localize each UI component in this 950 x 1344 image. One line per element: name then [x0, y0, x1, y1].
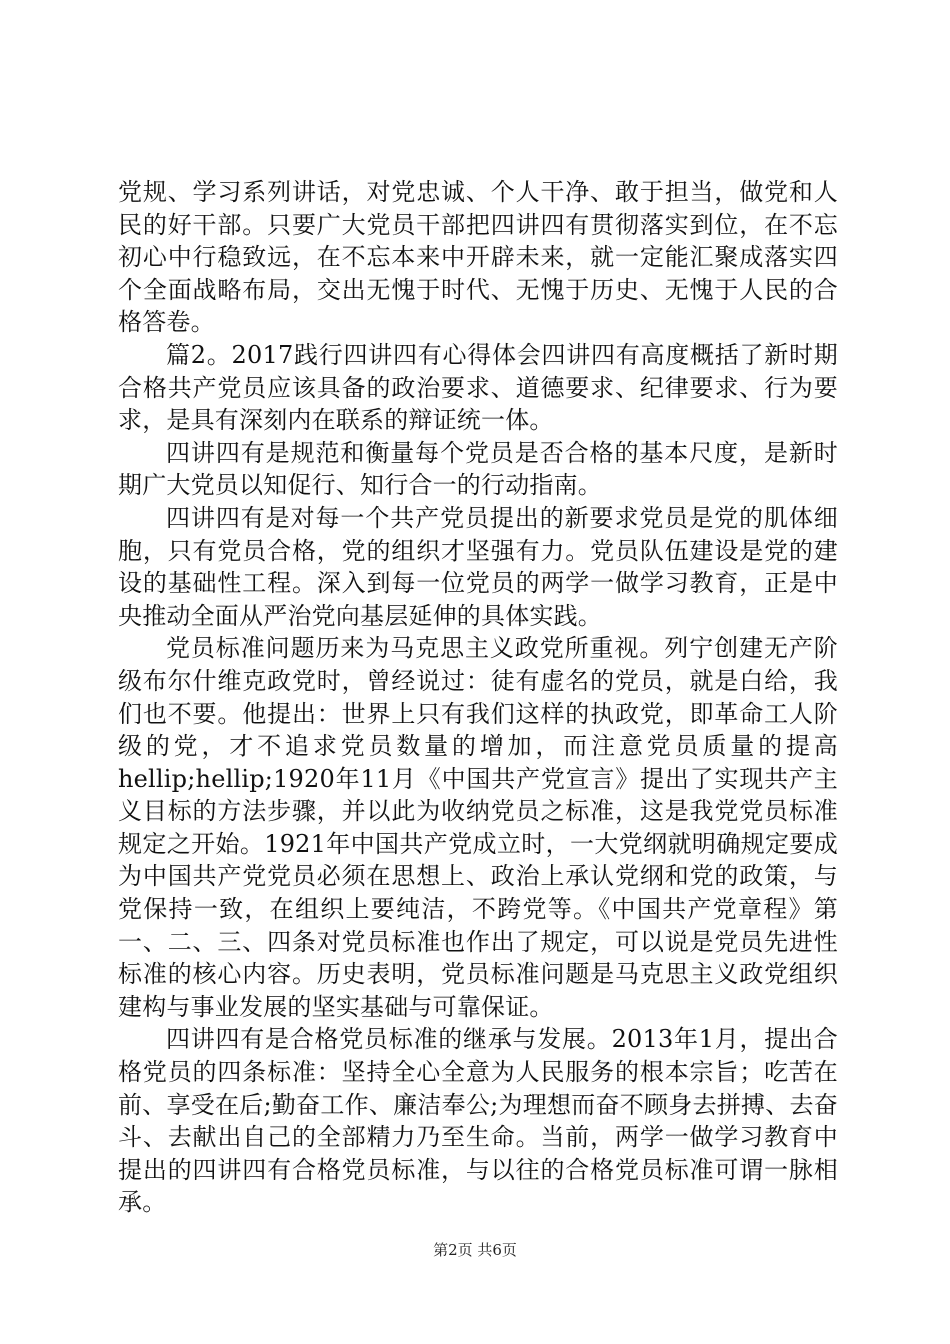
paragraph: 党规、学习系列讲话，对党忠诚、个人干净、敢于担当，做党和人民的好干部。只要广大党员干部把四讲四有贯彻落实到位，在不忘初心中行稳致远，在不忘本来中开辟未来，就一定能汇聚成落实四个全面战略布局，交出无愧于时代、无愧于历史、无愧于人民的合格答卷。: [118, 178, 838, 337]
page-footer: 第2页 共6页: [433, 1241, 517, 1259]
document-body: [118, 176, 838, 1219]
paragraph: 党员标准问题历来为马克思主义政党所重视。列宁创建无产阶级布尔什维克政党时，曾经说过：徒有虚名的党员，就是白给，我们也不要。他提出：世界上只有我们这样的执政党，即革命工人阶级的党，才不追求党员数量的增加，而注意党员质量的提高hellip;hellip;1920年11月《中国共产党宣言》提出了实现共产主义目标的方法步骤，并以此为收纳党员之标准，这是我党党员标准规定之开始。1921年中国共产党成立时，一大党纲就明确规定要成为中国共产党党员必须在思想上、政治上承认党纲和党的政策，与党保持一致，在组织上要纯洁，不跨党等。《中国共产党章程》第一、二、三、四条对党员标准也作出了规定，可以说是党员先进性标准的核心内容。历史表明，党员标准问题是马克思主义政党组织建构与事业发展的坚实基础与可靠保证。: [118, 634, 838, 1021]
paragraph: 四讲四有是规范和衡量每个党员是否合格的基本尺度，是新时期广大党员以知促行、知行合一的行动指南。: [118, 438, 838, 500]
paragraph: 四讲四有是对每一个共产党员提出的新要求党员是党的肌体细胞，只有党员合格，党的组织才坚强有力。党员队伍建设是党的建设的基础性工程。深入到每一位党员的两学一做学习教育，正是中央推动全面从严治党向基层延伸的具体实践。: [118, 503, 838, 630]
paragraph: 篇2。2017践行四讲四有心得体会四讲四有高度概括了新时期合格共产党员应该具备的政治要求、道德要求、纪律要求、行为要求，是具有深刻内在联系的辩证统一体。: [118, 340, 838, 435]
paragraph: 四讲四有是合格党员标准的继承与发展。2013年1月，提出合格党员的四条标准：坚持全心全意为人民服务的根本宗旨；吃苦在前、享受在后;勤奋工作、廉洁奉公;为理想而奋不顾身去拼搏、去奋斗、去献出自己的全部精力乃至生命。当前，两学一做学习教育中提出的四讲四有合格党员标准，与以往的合格党员标准可谓一脉相承。: [118, 1025, 838, 1217]
